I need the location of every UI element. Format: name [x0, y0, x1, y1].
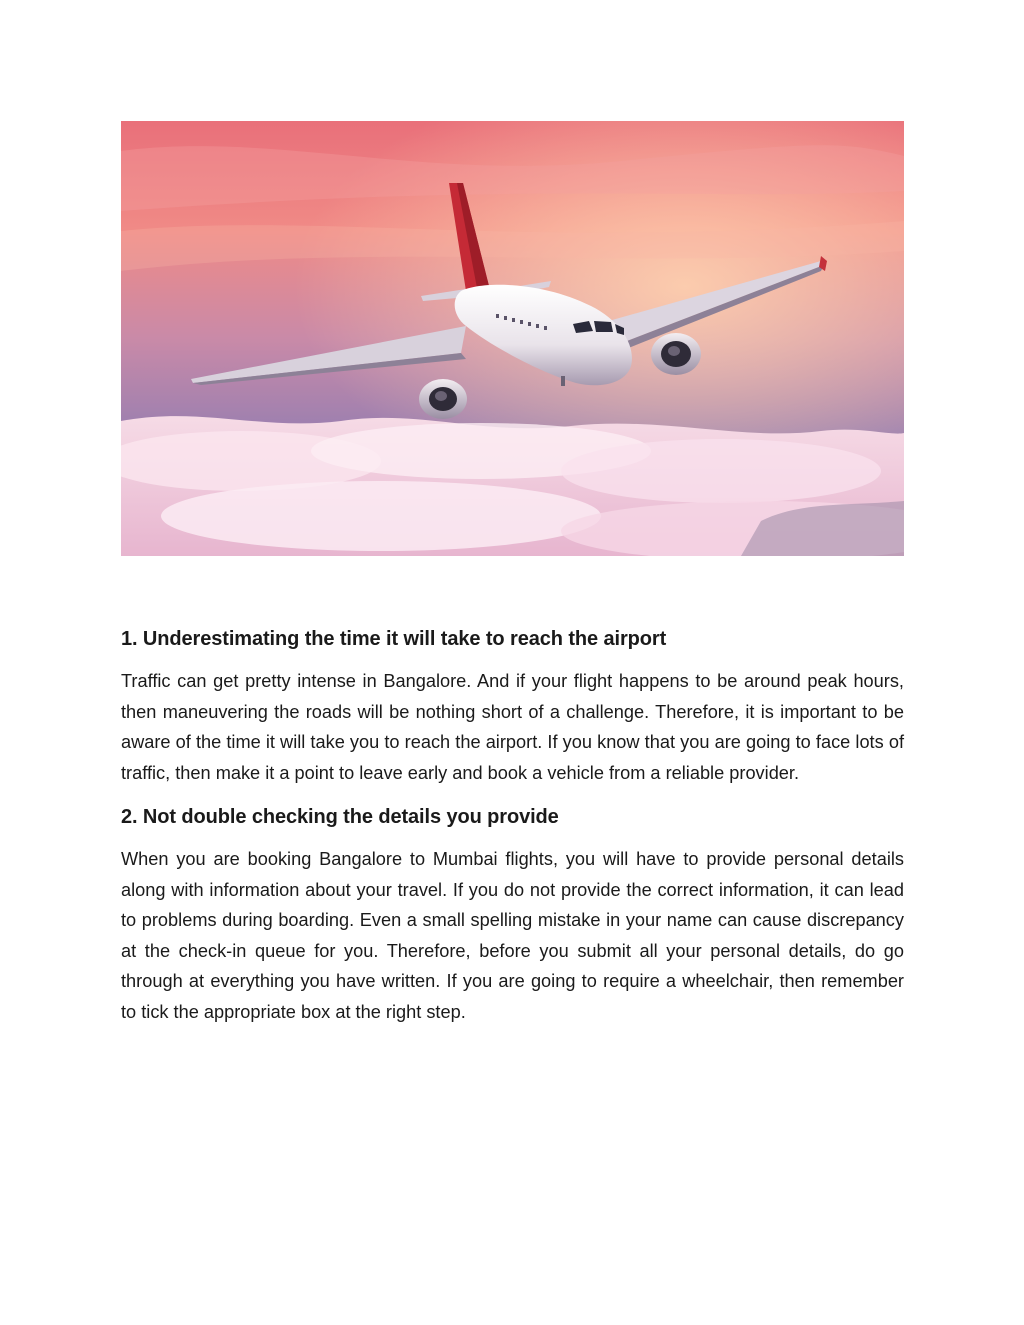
section-heading-1: 1. Underestimating the time it will take to reach the airport [121, 628, 667, 650]
section-body-1: Traffic can get pretty intense in Bangalore. And if your flight happens to be around peak hours, then maneuvering the roads will be nothing short of a challenge. Therefore, it is important to be aware of the time it will take you to reach the airport. If you know that you are going to face lots of traffic, then make it a point to leave early and book a vehicle from a reliable provider. [121, 671, 904, 783]
airplane-sunset-photo [121, 121, 904, 556]
section-body-2: When you are booking Bangalore to Mumbai flights, you will have to provide personal details along with information about your travel. If you do not provide the correct information, it can lead to problems during boarding. Even a small spelling mistake in your name can cause discrepancy at the check-in queue for you. Therefore, before you submit all your personal details, do go through at everything you have written. If you are going to require a wheelchair, then remember to tick the appropriate box at the right step. [121, 849, 904, 1022]
article-content [121, 622, 904, 1027]
section-heading-2: 2. Not double checking the details you provide [121, 806, 559, 828]
hero-image [121, 121, 904, 556]
